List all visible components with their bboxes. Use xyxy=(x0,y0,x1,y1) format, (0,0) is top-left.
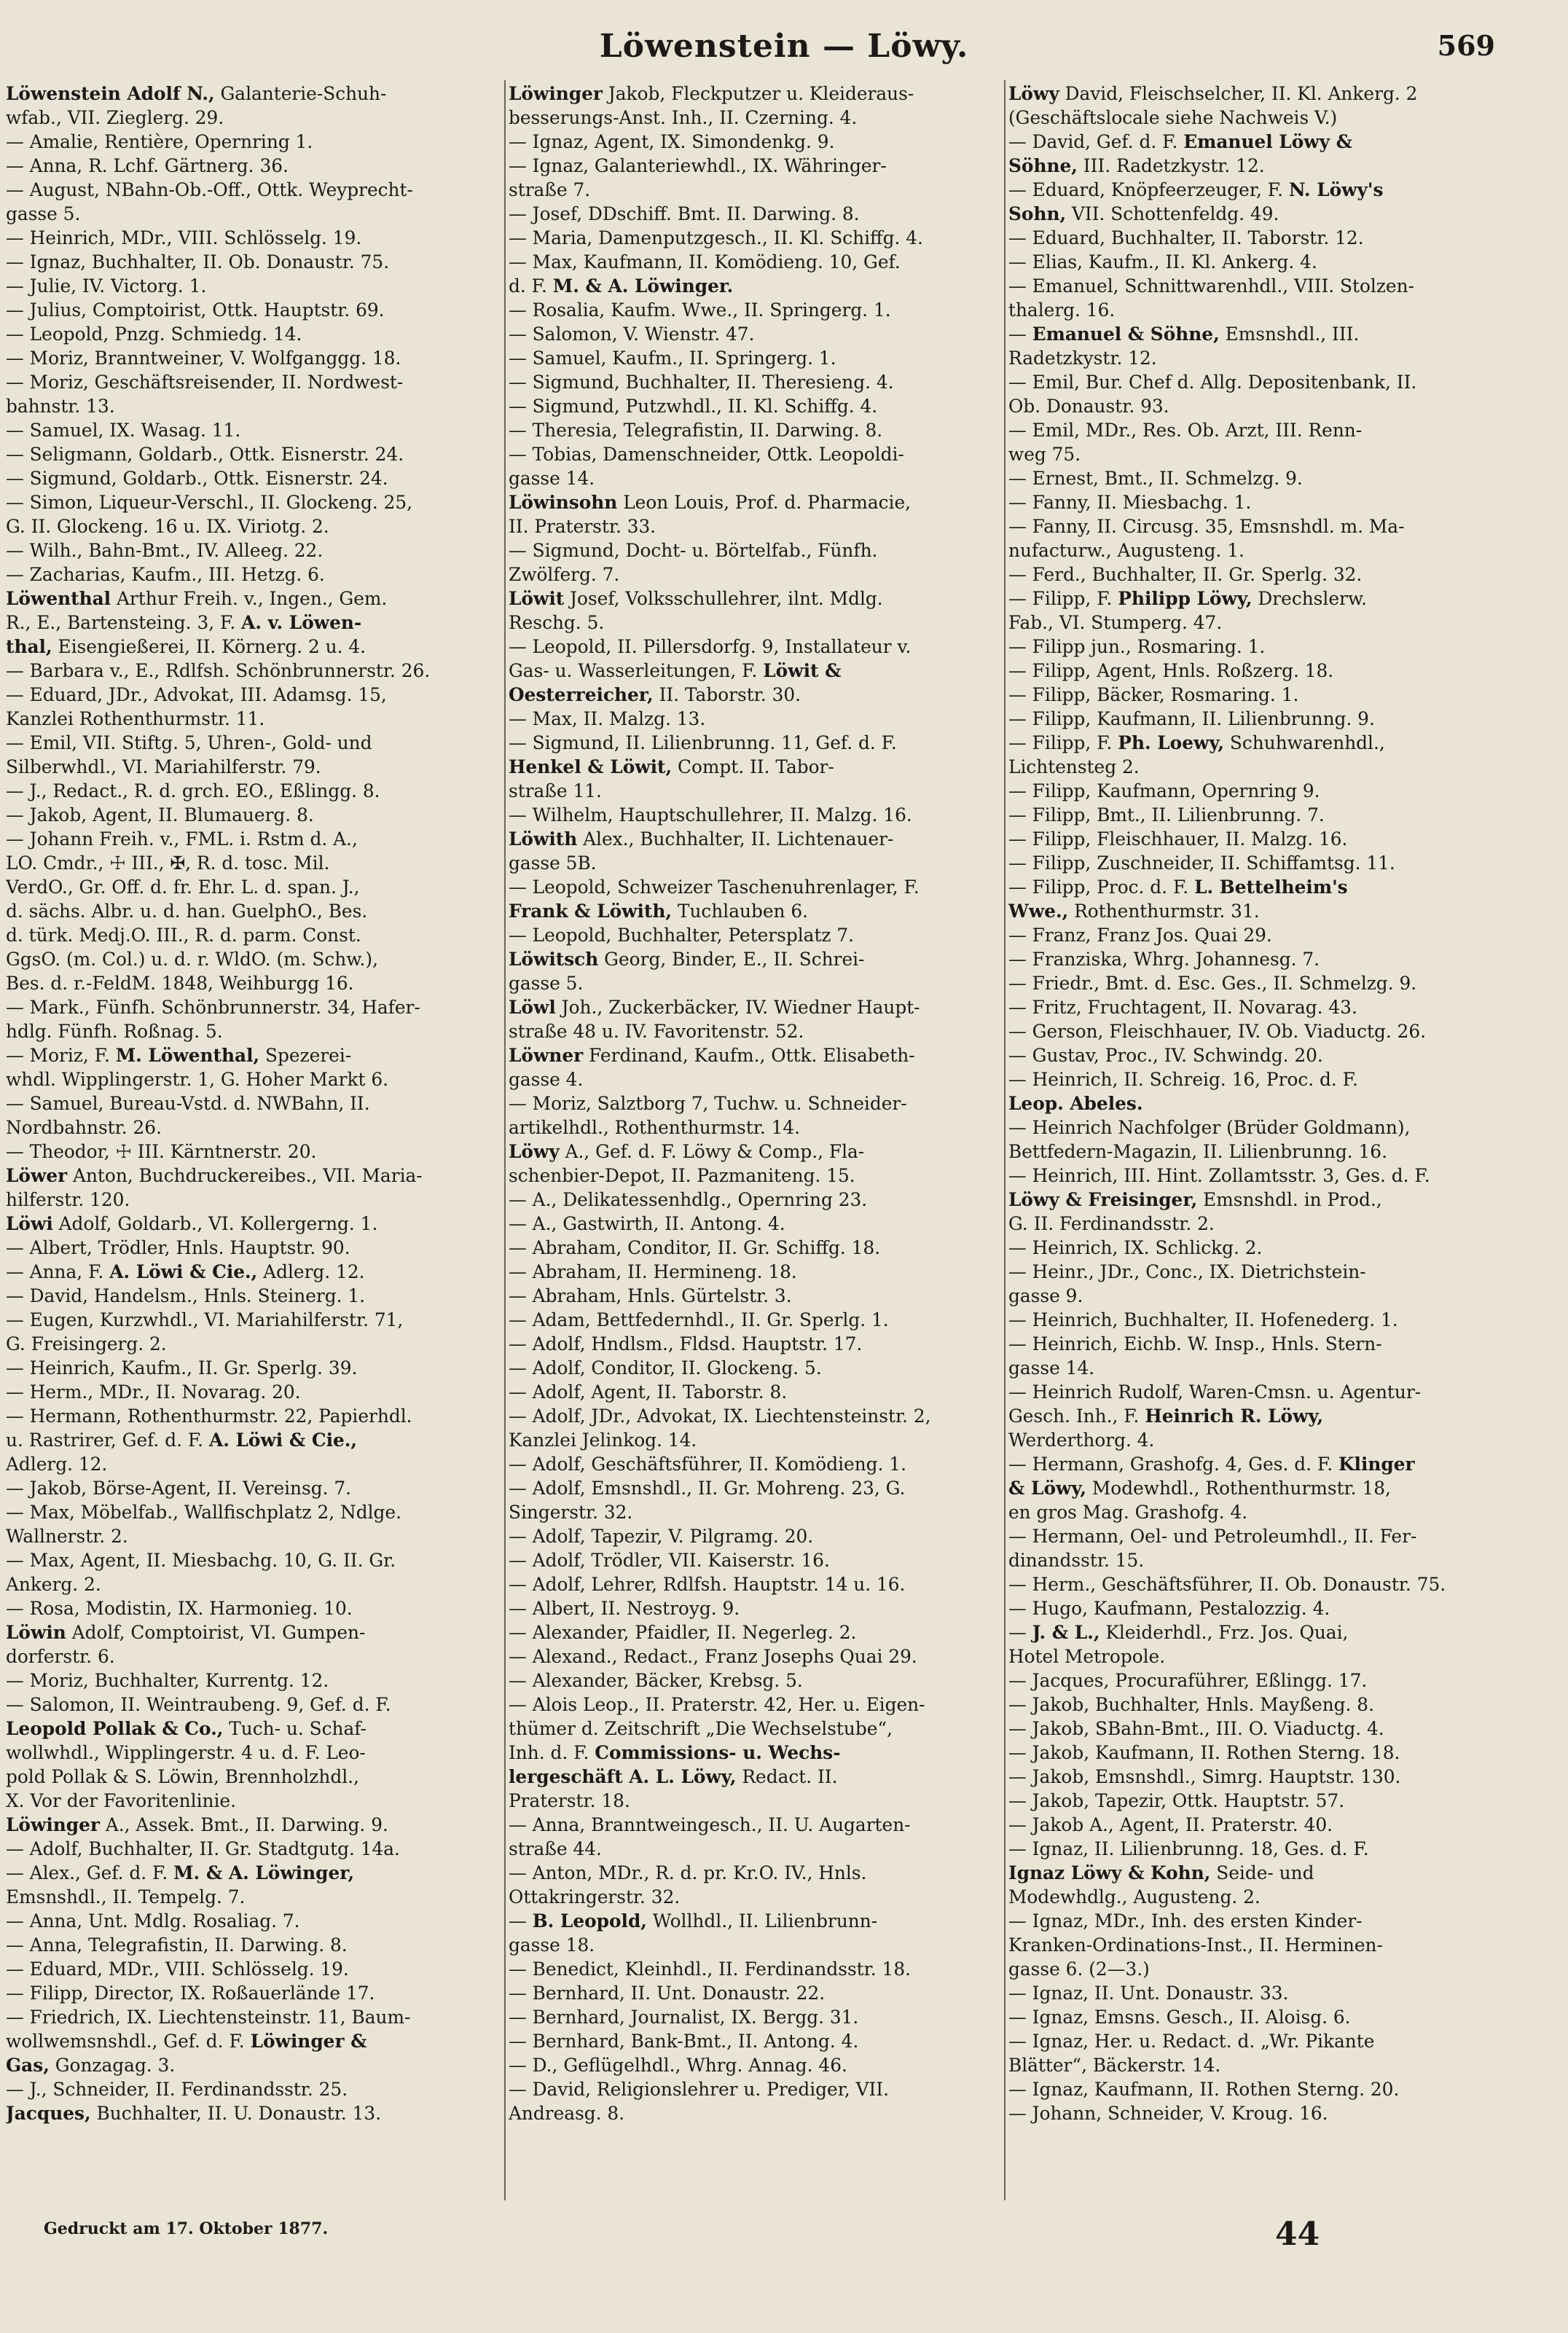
directory-entry-line: — Moriz, Buchhalter, Kurrentg. 12. xyxy=(6,1670,329,1691)
directory-entry-line: — Sigmund, Goldarb., Ottk. Eisnerstr. 24. xyxy=(6,468,388,489)
directory-entry-line: Löwin Adolf, Comptoirist, VI. Gumpen- xyxy=(6,1622,366,1643)
directory-entry-line: — Leopold, Schweizer Taschenuhrenlager, F. xyxy=(509,877,920,898)
directory-entry-line: — Eduard, MDr., VIII. Schlösselg. 19. xyxy=(6,1958,349,1980)
print-date-note: Gedruckt am 17. Oktober 1877. xyxy=(44,2219,329,2238)
directory-entry-line: — B. Leopold, Wollhdl., II. Lilienbrunn- xyxy=(509,1910,878,1932)
directory-entry-line: — Fanny, II. Circusg. 35, Emsnshdl. m. Ma- xyxy=(1008,516,1405,537)
directory-entry-line: — Julius, Comptoirist, Ottk. Hauptstr. 69. xyxy=(6,299,385,321)
directory-entry-line: Ignaz Löwy & Kohn, Seide- und xyxy=(1008,1862,1314,1883)
directory-entry-line: — Filipp, Bäcker, Rosmaring. 1. xyxy=(1008,684,1299,705)
directory-entry-line: — Heinrich, Kaufm., II. Gr. Sperlg. 39. xyxy=(6,1357,358,1379)
directory-entry-line: Sohn, VII. Schottenfeldg. 49. xyxy=(1008,203,1279,224)
directory-entry-line: gasse 9. xyxy=(1008,1285,1083,1306)
directory-entry-line: — Albert, Trödler, Hnls. Hauptstr. 90. xyxy=(6,1237,350,1258)
directory-entry-line: — Amalie, Rentière, Opernring 1. xyxy=(6,131,313,152)
directory-entry-line: — Anna, F. A. Löwi & Cie., Adlerg. 12. xyxy=(6,1261,365,1282)
directory-entry-line: bahnstr. 13. xyxy=(6,396,115,417)
directory-entry-line: — Ignaz, Kaufmann, II. Rothen Sterng. 20. xyxy=(1008,2079,1400,2100)
directory-entry-line: Bes. d. r.-FeldM. 1848, Weihburgg 16. xyxy=(6,973,354,994)
directory-entry-line: — Fanny, II. Miesbachg. 1. xyxy=(1008,492,1252,513)
directory-entry-line: — Emanuel, Schnittwarenhdl., VIII. Stolzen- xyxy=(1008,275,1414,297)
directory-entry-line: Löwi Adolf, Goldarb., VI. Kollergerng. 1. xyxy=(6,1213,378,1234)
directory-entry-line: — Filipp, Bmt., II. Lilienbrunng. 7. xyxy=(1008,804,1325,826)
directory-entry-line: — Benedict, Kleinhdl., II. Ferdinandsstr. 18. xyxy=(509,1958,911,1980)
directory-entry-line: — Ignaz, II. Unt. Donaustr. 33. xyxy=(1008,1983,1289,2004)
directory-entry-line: Nordbahnstr. 26. xyxy=(6,1117,162,1138)
directory-entry-line: G. Freisingerg. 2. xyxy=(6,1333,167,1354)
directory-entry-line: Löwith Alex., Buchhalter, II. Lichtenauer- xyxy=(509,828,894,850)
directory-entry-line: Gas- u. Wasserleitungen, F. Löwit & xyxy=(509,660,842,681)
directory-entry-line: — Adolf, Emsnshdl., II. Gr. Mohreng. 23, G. xyxy=(509,1478,906,1499)
directory-entry-line: II. Praterstr. 33. xyxy=(509,516,656,537)
directory-entry-line: — Hermann, Grashofg. 4, Ges. d. F. Klinger xyxy=(1008,1454,1415,1475)
directory-entry-line: — Seligmann, Goldarb., Ottk. Eisnerstr. 24. xyxy=(6,444,404,465)
directory-entry-line: Löwitsch Georg, Binder, E., II. Schrei- xyxy=(509,949,865,970)
directory-entry-line: — Alois Leop., II. Praterstr. 42, Her. u. Eigen- xyxy=(509,1694,925,1715)
directory-entry-line: — Heinrich, III. Hint. Zollamtsstr. 3, Ges. d. F. xyxy=(1008,1165,1430,1186)
directory-entry-line: — Filipp, F. Philipp Löwy, Drechslerw. xyxy=(1008,588,1368,609)
directory-entry-line: Löwinsohn Leon Louis, Prof. d. Pharmacie, xyxy=(509,492,912,513)
directory-entry-line: Frank & Löwith, Tuchlauben 6. xyxy=(509,901,809,922)
directory-entry-line: — Fritz, Fruchtagent, II. Novarag. 43. xyxy=(1008,997,1357,1018)
directory-entry-line: Kranken-Ordinations-Inst., II. Herminen- xyxy=(1008,1934,1383,1956)
directory-entry-line: — Ignaz, MDr., Inh. des ersten Kinder- xyxy=(1008,1910,1363,1932)
directory-entry-line: dorferstr. 6. xyxy=(6,1646,115,1667)
directory-entry-line: Löwy & Freisinger, Emsnshdl. in Prod., xyxy=(1008,1189,1382,1210)
directory-entry-line: — Heinrich Rudolf, Waren-Cmsn. u. Agentur- xyxy=(1008,1381,1422,1403)
directory-entry-line: — Filipp, Kaufmann, Opernring 9. xyxy=(1008,780,1320,801)
directory-entry-line: — Heinrich, IX. Schlickg. 2. xyxy=(1008,1237,1263,1258)
directory-entry-line: — Adolf, Agent, II. Taborstr. 8. xyxy=(509,1381,788,1403)
directory-entry-line: — Adolf, Geschäftsführer, II. Komödieng. 1. xyxy=(509,1454,906,1475)
directory-entry-line: — Max, Kaufmann, II. Komödieng. 10, Gef. xyxy=(509,251,901,272)
directory-entry-line: — Adolf, Trödler, VII. Kaiserstr. 16. xyxy=(509,1550,830,1571)
directory-entry-line: — A., Delikatessenhdlg., Opernring 23. xyxy=(509,1189,868,1210)
directory-entry-line: gasse 4. xyxy=(509,1069,584,1090)
directory-entry-line: — Jakob, Tapezir, Ottk. Hauptstr. 57. xyxy=(1008,1790,1345,1811)
directory-entry-line: X. Vor der Favoritenlinie. xyxy=(6,1790,236,1811)
directory-entry-line: & Löwy, Modewhdl., Rothenthurmstr. 18, xyxy=(1008,1478,1391,1499)
directory-entry-line: d. türk. Medj.O. III., R. d. parm. Const. xyxy=(6,925,361,946)
directory-entry-line: straße 7. xyxy=(509,179,591,200)
directory-entry-line: Löwer Anton, Buchdruckereibes., VII. Maria- xyxy=(6,1165,423,1186)
directory-entry-line: — David, Gef. d. F. Emanuel Löwy & xyxy=(1008,131,1353,152)
directory-entry-line: Kanzlei Rothenthurmstr. 11. xyxy=(6,708,265,729)
directory-entry-line: Radetzkystr. 12. xyxy=(1008,348,1157,369)
directory-entry-line: — Anna, Branntweingesch., II. U. Augarten- xyxy=(509,1814,911,1835)
directory-entry-line: thümer d. Zeitschrift „Die Wechselstube“, xyxy=(509,1718,893,1739)
directory-entry-line: — Abraham, II. Hermineng. 18. xyxy=(509,1261,797,1282)
directory-entry-line: — Emil, Bur. Chef d. Allg. Depositenbank, II. xyxy=(1008,372,1417,393)
directory-entry-line: d. sächs. Albr. u. d. han. GuelphO., Bes. xyxy=(6,901,368,922)
directory-entry-line: — Max, Möbelfab., Wallfischplatz 2, Ndlge. xyxy=(6,1502,401,1523)
directory-entry-line: — Emanuel & Söhne, Emsnshdl., III. xyxy=(1008,324,1360,345)
directory-entry-line: gasse 14. xyxy=(1008,1357,1095,1379)
directory-entry-line: Adlerg. 12. xyxy=(6,1454,108,1475)
directory-entry-line: straße 48 u. IV. Favoritenstr. 52. xyxy=(509,1021,804,1042)
directory-entry-line: Bettfedern-Magazin, II. Lilienbrunng. 16. xyxy=(1008,1141,1387,1162)
directory-entry-line: — Moriz, Branntweiner, V. Wolfganggg. 18. xyxy=(6,348,401,369)
directory-entry-line: — Leopold, II. Pillersdorfg. 9, Installateur v. xyxy=(509,636,912,657)
directory-entry-line: — Ignaz, Agent, IX. Simondenkg. 9. xyxy=(509,131,835,152)
directory-entry-line: Ob. Donaustr. 93. xyxy=(1008,396,1169,417)
directory-entry-line: — Bernhard, Bank-Bmt., II. Antong. 4. xyxy=(509,2031,859,2052)
directory-entry-line: — Emil, VII. Stiftg. 5, Uhren-, Gold- und xyxy=(6,732,372,753)
directory-entry-line: gasse 5B. xyxy=(509,852,597,874)
directory-entry-line: — Franz, Franz Jos. Quai 29. xyxy=(1008,925,1272,946)
directory-entry-line: straße 11. xyxy=(509,780,602,801)
directory-entry-line: — Eduard, Buchhalter, II. Taborstr. 12. xyxy=(1008,227,1364,248)
directory-entry-line: hdlg. Fünfh. Roßnag. 5. xyxy=(6,1021,223,1042)
directory-entry-line: — Heinr., JDr., Conc., IX. Dietrichstein- xyxy=(1008,1261,1366,1282)
directory-entry-line: — Adolf, Buchhalter, II. Gr. Stadtgutg. 14a. xyxy=(6,1838,400,1859)
directory-entry-line: — Leopold, Pnzg. Schmiedg. 14. xyxy=(6,324,302,345)
directory-entry-line: — Moriz, F. M. Löwenthal, Spezerei- xyxy=(6,1045,352,1066)
directory-entry-line: — Sigmund, Docht- u. Börtelfab., Fünfh. xyxy=(509,540,878,561)
directory-entry-line: — Theodor, ☩ III. Kärntnerstr. 20. xyxy=(6,1141,317,1162)
directory-entry-line: — Elias, Kaufm., II. Kl. Ankerg. 4. xyxy=(1008,251,1317,272)
directory-entry-line: — Herm., MDr., II. Novarag. 20. xyxy=(6,1381,301,1403)
directory-entry-line: Oesterreicher, II. Taborstr. 30. xyxy=(509,684,801,705)
directory-entry-line: — Ernest, Bmt., II. Schmelzg. 9. xyxy=(1008,468,1303,489)
directory-entry-line: — Anna, Telegrafistin, II. Darwing. 8. xyxy=(6,1934,348,1956)
directory-entry-line: — A., Gastwirth, II. Antong. 4. xyxy=(509,1213,785,1234)
directory-entry-line: Löwinger A., Assek. Bmt., II. Darwing. 9. xyxy=(6,1814,388,1835)
directory-entry-line: gasse 5. xyxy=(509,973,584,994)
directory-entry-line: Kanzlei Jelinkog. 14. xyxy=(509,1430,697,1451)
directory-entry-line: Reschg. 5. xyxy=(509,612,605,633)
directory-entry-line: — Ignaz, Emsns. Gesch., II. Aloisg. 6. xyxy=(1008,2007,1351,2028)
directory-entry-line: — Bernhard, Journalist, IX. Bergg. 31. xyxy=(509,2007,859,2028)
directory-entry-line: dinandsstr. 15. xyxy=(1008,1550,1145,1571)
directory-entry-line: — Adolf, Conditor, II. Glockeng. 5. xyxy=(509,1357,822,1379)
directory-entry-line: — Filipp, F. Ph. Loewy, Schuhwarenhdl., xyxy=(1008,732,1385,753)
directory-entry-line: — Simon, Liqueur-Verschl., II. Glockeng. 25, xyxy=(6,492,413,513)
directory-entry-line: Gas, Gonzagag. 3. xyxy=(6,2055,176,2076)
directory-entry-line: — Jakob, Buchhalter, Hnls. Mayßeng. 8. xyxy=(1008,1694,1374,1715)
directory-entry-line: — Julie, IV. Victorg. 1. xyxy=(6,275,207,297)
directory-entry-line: — Johann Freih. v., FML. i. Rstm d. A., xyxy=(6,828,358,850)
directory-entry-line: Singerstr. 32. xyxy=(509,1502,633,1523)
directory-entry-line: Praterstr. 18. xyxy=(509,1790,630,1811)
directory-entry-line: — Heinrich Nachfolger (Brüder Goldmann), xyxy=(1008,1117,1411,1138)
directory-entry-line: — Hermann, Rothenthurmstr. 22, Papierhdl. xyxy=(6,1405,412,1427)
running-title: Löwenstein — Löwy. xyxy=(599,28,969,65)
signature-mark: 44 xyxy=(1275,2216,1320,2253)
directory-entry-line: — Filipp, Fleischhauer, II. Malzg. 16. xyxy=(1008,828,1348,850)
directory-entry-line: — Jakob, Kaufmann, II. Rothen Sterng. 18. xyxy=(1008,1742,1400,1763)
directory-entry-line: — Samuel, Kaufm., II. Springerg. 1. xyxy=(509,348,836,369)
directory-entry-line: whdl. Wipplingerstr. 1, G. Hoher Markt 6. xyxy=(6,1069,389,1090)
directory-entry-line: lergeschäft A. L. Löwy, Redact. II. xyxy=(509,1766,838,1787)
directory-entry-line: — Jakob, SBahn-Bmt., III. O. Viaductg. 4. xyxy=(1008,1718,1384,1739)
directory-entry-line: — Alexander, Bäcker, Krebsg. 5. xyxy=(509,1670,803,1691)
directory-entry-line: Löwl Joh., Zuckerbäcker, IV. Wiedner Haupt- xyxy=(509,997,920,1018)
directory-entry-line: gasse 14. xyxy=(509,468,595,489)
directory-entry-line: — Rosa, Modistin, IX. Harmonieg. 10. xyxy=(6,1598,353,1619)
directory-entry-line: — Jacques, Procuraführer, Eßlingg. 17. xyxy=(1008,1670,1368,1691)
directory-entry-line: — Zacharias, Kaufm., III. Hetzg. 6. xyxy=(6,564,325,585)
directory-entry-line: — Eduard, Knöpfeerzeuger, F. N. Löwy's xyxy=(1008,179,1384,200)
directory-entry-line: straße 44. xyxy=(509,1838,602,1859)
directory-entry-line: — Alex., Gef. d. F. M. & A. Löwinger, xyxy=(6,1862,355,1883)
directory-entry-line: Inh. d. F. Commissions- u. Wechs- xyxy=(509,1742,841,1763)
directory-entry-line: Fab., VI. Stumperg. 47. xyxy=(1008,612,1223,633)
directory-entry-line: GgsO. (m. Col.) u. d. r. WldO. (m. Schw.), xyxy=(6,949,378,970)
directory-entry-line: LO. Cmdr., ☩ III., ✠, R. d. tosc. Mil. xyxy=(6,852,330,874)
directory-entry-line: thal, Eisengießerei, II. Körnerg. 2 u. 4. xyxy=(6,636,366,657)
directory-entry-line: Söhne, III. Radetzkystr. 12. xyxy=(1008,155,1265,176)
directory-entry-line: — Theresia, Telegrafistin, II. Darwing. 8. xyxy=(509,420,883,441)
directory-entry-line: G. II. Ferdinandsstr. 2. xyxy=(1008,1213,1215,1234)
directory-entry-line: — Jakob A., Agent, II. Praterstr. 40. xyxy=(1008,1814,1333,1835)
directory-entry-line: Andreasg. 8. xyxy=(509,2103,625,2124)
directory-entry-line: Löwit Josef, Volksschullehrer, ilnt. Mdlg. xyxy=(509,588,883,609)
directory-entry-line: — Mark., Fünfh. Schönbrunnerstr. 34, Hafer- xyxy=(6,997,420,1018)
directory-entry-line: — Heinrich, Buchhalter, II. Hofenederg. 1. xyxy=(1008,1309,1398,1330)
directory-entry-line: Löwy A., Gef. d. F. Löwy & Comp., Fla- xyxy=(509,1141,865,1162)
directory-entry-line: — Emil, MDr., Res. Ob. Arzt, III. Renn- xyxy=(1008,420,1363,441)
directory-entry-line: — Max, II. Malzg. 13. xyxy=(509,708,706,729)
directory-entry-line: — Heinrich, Eichb. W. Insp., Hnls. Stern- xyxy=(1008,1333,1382,1354)
directory-entry-line: Leopold Pollak & Co., Tuch- u. Schaf- xyxy=(6,1718,366,1739)
directory-entry-line: Gesch. Inh., F. Heinrich R. Löwy, xyxy=(1008,1405,1324,1427)
column-divider xyxy=(504,80,506,2200)
directory-entry-line: — Heinrich, II. Schreig. 16, Proc. d. F. xyxy=(1008,1069,1358,1090)
directory-entry-line: besserungs-Anst. Inh., II. Czerning. 4. xyxy=(509,107,858,128)
directory-entry-line: Modewhdlg., Augusteng. 2. xyxy=(1008,1886,1261,1907)
directory-entry-line: — Filipp jun., Rosmaring. 1. xyxy=(1008,636,1266,657)
directory-entry-line: — Adolf, Lehrer, Rdlfsh. Hauptstr. 14 u. 16. xyxy=(509,1574,906,1595)
directory-entry-line: — Adolf, JDr., Advokat, IX. Liechtensteinstr. 2, xyxy=(509,1405,931,1427)
directory-entry-line: — Filipp, Proc. d. F. L. Bettelheim's xyxy=(1008,877,1348,898)
directory-entry-line: — Salomon, II. Weintraubeng. 9, Gef. d. F. xyxy=(6,1694,391,1715)
directory-entry-line: Wwe., Rothenthurmstr. 31. xyxy=(1008,901,1260,922)
column-left xyxy=(6,82,501,2195)
directory-entry-line: Ottakringerstr. 32. xyxy=(509,1886,681,1907)
directory-entry-line: — August, NBahn-Ob.-Off., Ottk. Weyprecht- xyxy=(6,179,413,200)
directory-entry-line: — Adolf, Tapezir, V. Pilgramg. 20. xyxy=(509,1526,814,1547)
directory-entry-line: — Jakob, Börse-Agent, II. Vereinsg. 7. xyxy=(6,1478,352,1499)
directory-entry-line: — Johann, Schneider, V. Kroug. 16. xyxy=(1008,2103,1328,2124)
directory-entry-line: Henkel & Löwit, Compt. II. Tabor- xyxy=(509,756,834,777)
directory-entry-line: — Ignaz, Buchhalter, II. Ob. Donaustr. 75. xyxy=(6,251,390,272)
directory-entry-line: Wallnerstr. 2. xyxy=(6,1526,128,1547)
directory-entry-line: — Anna, R. Lchf. Gärtnerg. 36. xyxy=(6,155,289,176)
directory-entry-line: Löwinger Jakob, Fleckputzer u. Kleideraus- xyxy=(509,83,914,104)
directory-entry-line: — Abraham, Hnls. Gürtelstr. 3. xyxy=(509,1285,792,1306)
directory-entry-line: Löwenthal Arthur Freih. v., Ingen., Gem. xyxy=(6,588,388,609)
directory-entry-line: — Ferd., Buchhalter, II. Gr. Sperlg. 32. xyxy=(1008,564,1363,585)
page-number: 569 xyxy=(1437,29,1495,62)
directory-entry-line: Silberwhdl., VI. Mariahilferstr. 79. xyxy=(6,756,321,777)
directory-entry-line: — Josef, DDschiff. Bmt. II. Darwing. 8. xyxy=(509,203,860,224)
directory-entry-line: — Abraham, Conditor, II. Gr. Schiffg. 18. xyxy=(509,1237,881,1258)
directory-entry-line: — J., Redact., R. d. grch. EO., Eßlingg. 8. xyxy=(6,780,380,801)
directory-entry-line: — Gustav, Proc., IV. Schwindg. 20. xyxy=(1008,1045,1323,1066)
directory-entry-line: — Hugo, Kaufmann, Pestalozzig. 4. xyxy=(1008,1598,1330,1619)
directory-entry-line: — Sigmund, Putzwhdl., II. Kl. Schiffg. 4. xyxy=(509,396,878,417)
directory-entry-line: schenbier-Depot, II. Pazmaniteng. 15. xyxy=(509,1165,855,1186)
directory-entry-line: — Tobias, Damenschneider, Ottk. Leopoldi- xyxy=(509,444,904,465)
directory-entry-line: — Alexand., Redact., Franz Josephs Quai 29. xyxy=(509,1646,917,1667)
column-middle xyxy=(509,82,1004,2195)
directory-entry-line: gasse 6. (2—3.) xyxy=(1008,1958,1150,1980)
directory-entry-line: — Gerson, Fleischhauer, IV. Ob. Viaductg. 26. xyxy=(1008,1021,1427,1042)
directory-entry-line: — Maria, Damenputzgesch., II. Kl. Schiffg. 4. xyxy=(509,227,923,248)
directory-entry-line: gasse 18. xyxy=(509,1934,595,1956)
directory-entry-line: — Hermann, Oel- und Petroleumhdl., II. Fer- xyxy=(1008,1526,1417,1547)
directory-entry-line: G. II. Glockeng. 16 u. IX. Viriotg. 2. xyxy=(6,516,329,537)
column-divider xyxy=(1004,80,1006,2200)
directory-entry-line: — Eduard, JDr., Advokat, III. Adamsg. 15, xyxy=(6,684,387,705)
directory-entry-line: Löwy David, Fleischselcher, II. Kl. Ankerg. 2 xyxy=(1008,83,1418,104)
directory-entry-line: — Samuel, IX. Wasag. 11. xyxy=(6,420,241,441)
directory-entry-line: — Wilh., Bahn-Bmt., IV. Alleeg. 22. xyxy=(6,540,324,561)
directory-entry-line: — Jakob, Agent, II. Blumauerg. 8. xyxy=(6,804,314,826)
directory-entry-line: Löwenstein Adolf N., Galanterie-Schuh- xyxy=(6,83,387,104)
directory-entry-line: — Eugen, Kurzwhdl., VI. Mariahilferstr. 71, xyxy=(6,1309,404,1330)
directory-entry-line: — J. & L., Kleiderhdl., Frz. Jos. Quai, xyxy=(1008,1622,1349,1643)
directory-entry-line: pold Pollak & S. Löwin, Brennholzhdl., xyxy=(6,1766,359,1787)
directory-entry-line: — Barbara v., E., Rdlfsh. Schönbrunnerstr. 26. xyxy=(6,660,431,681)
directory-entry-line: (Geschäftslocale siehe Nachweis V.) xyxy=(1008,107,1338,128)
directory-entry-line: Hotel Metropole. xyxy=(1008,1646,1166,1667)
directory-entry-line: — Max, Agent, II. Miesbachg. 10, G. II. Gr. xyxy=(6,1550,396,1571)
directory-entry-line: weg 75. xyxy=(1008,444,1081,465)
directory-entry-line: — Ignaz, Galanteriewhdl., IX. Währinger- xyxy=(509,155,887,176)
directory-entry-line: d. F. M. & A. Löwinger. xyxy=(509,275,734,297)
directory-entry-line: — D., Geflügelhdl., Whrg. Annag. 46. xyxy=(509,2055,847,2076)
directory-entry-line: — Herm., Geschäftsführer, II. Ob. Donaustr. 75. xyxy=(1008,1574,1446,1595)
directory-entry-line: — Adolf, Hndlsm., Fldsd. Hauptstr. 17. xyxy=(509,1333,863,1354)
directory-entry-line: Jacques, Buchhalter, II. U. Donaustr. 13. xyxy=(6,2103,382,2124)
directory-entry-line: Emsnshdl., II. Tempelg. 7. xyxy=(6,1886,246,1907)
directory-entry-line: wfab., VII. Zieglerg. 29. xyxy=(6,107,224,128)
directory-entry-line: — Friedr., Bmt. d. Esc. Ges., II. Schmelzg. 9. xyxy=(1008,973,1417,994)
directory-entry-line: — Alexander, Pfaidler, II. Negerleg. 2. xyxy=(509,1622,857,1643)
directory-entry-line: — Leopold, Buchhalter, Petersplatz 7. xyxy=(509,925,855,946)
directory-entry-line: artikelhdl., Rothenthurmstr. 14. xyxy=(509,1117,801,1138)
directory-entry-line: — Wilhelm, Hauptschullehrer, II. Malzg. 16. xyxy=(509,804,912,826)
directory-entry-line: — Franziska, Whrg. Johannesg. 7. xyxy=(1008,949,1320,970)
directory-entry-line: — Moriz, Geschäftsreisender, II. Nordwest- xyxy=(6,372,404,393)
directory-entry-line: — Bernhard, II. Unt. Donaustr. 22. xyxy=(509,1983,826,2004)
directory-entry-line: — Albert, II. Nestroyg. 9. xyxy=(509,1598,740,1619)
directory-entry-line: — David, Religionslehrer u. Prediger, VII. xyxy=(509,2079,889,2100)
directory-entry-line: — Filipp, Director, IX. Roßauerlände 17. xyxy=(6,1983,375,2004)
directory-entry-line: — Filipp, Agent, Hnls. Roßzerg. 18. xyxy=(1008,660,1334,681)
directory-entry-line: VerdO., Gr. Off. d. fr. Ehr. L. d. span. J., xyxy=(6,877,360,898)
directory-entry-line: Blätter“, Bäckerstr. 14. xyxy=(1008,2055,1221,2076)
directory-entry-line: — Ignaz, II. Lilienbrunng. 18, Ges. d. F. xyxy=(1008,1838,1369,1859)
directory-entry-line: — Anton, MDr., R. d. pr. Kr.O. IV., Hnls. xyxy=(509,1862,867,1883)
directory-entry-line: — Filipp, Kaufmann, II. Lilienbrunng. 9. xyxy=(1008,708,1375,729)
directory-entry-line: hilferstr. 120. xyxy=(6,1189,130,1210)
directory-entry-line: — Rosalia, Kaufm. Wwe., II. Springerg. 1. xyxy=(509,299,891,321)
directory-entry-line: — Samuel, Bureau-Vstd. d. NWBahn, II. xyxy=(6,1093,370,1114)
directory-entry-line: — Friedrich, IX. Liechtensteinstr. 11, Baum- xyxy=(6,2007,411,2028)
directory-entry-line: Werderthorg. 4. xyxy=(1008,1430,1155,1451)
directory-entry-line: — Ignaz, Her. u. Redact. d. „Wr. Pikante xyxy=(1008,2031,1375,2052)
directory-entry-line: — David, Handelsm., Hnls. Steinerg. 1. xyxy=(6,1285,366,1306)
directory-entry-line: — Moriz, Salztborg 7, Tuchw. u. Schneider- xyxy=(509,1093,907,1114)
directory-entry-line: Zwölferg. 7. xyxy=(509,564,620,585)
directory-entry-line: R., E., Bartensteing. 3, F. A. v. Löwen- xyxy=(6,612,362,633)
directory-entry-line: u. Rastrirer, Gef. d. F. A. Löwi & Cie., xyxy=(6,1430,358,1451)
directory-entry-line: — Anna, Unt. Mdlg. Rosaliag. 7. xyxy=(6,1910,300,1932)
directory-entry-line: wollwhdl., Wipplingerstr. 4 u. d. F. Leo- xyxy=(6,1742,366,1763)
directory-entry-line: — J., Schneider, II. Ferdinandsstr. 25. xyxy=(6,2079,348,2100)
directory-entry-line: Ankerg. 2. xyxy=(6,1574,101,1595)
directory-entry-line: — Adam, Bettfedernhdl., II. Gr. Sperlg. 1. xyxy=(509,1309,889,1330)
directory-entry-line: thalerg. 16. xyxy=(1008,299,1116,321)
directory-entry-line: — Sigmund, Buchhalter, II. Theresieng. 4. xyxy=(509,372,894,393)
directory-entry-line: nufacturw., Augusteng. 1. xyxy=(1008,540,1244,561)
directory-entry-line: Lichtensteg 2. xyxy=(1008,756,1140,777)
directory-entry-line: — Filipp, Zuschneider, II. Schiffamtsg. 11. xyxy=(1008,852,1395,874)
directory-entry-line: — Heinrich, MDr., VIII. Schlösselg. 19. xyxy=(6,227,362,248)
column-right xyxy=(1008,82,1504,2195)
directory-entry-line: — Jakob, Emsnshdl., Simrg. Hauptstr. 130. xyxy=(1008,1766,1401,1787)
directory-entry-line: Leop. Abeles. xyxy=(1008,1093,1143,1114)
directory-entry-line: en gros Mag. Grashofg. 4. xyxy=(1008,1502,1248,1523)
directory-entry-line: gasse 5. xyxy=(6,203,81,224)
directory-entry-line: wollwemsnshdl., Gef. d. F. Löwinger & xyxy=(6,2031,367,2052)
page-header xyxy=(0,28,1568,79)
directory-entry-line: Löwner Ferdinand, Kaufm., Ottk. Elisabeth- xyxy=(509,1045,915,1066)
directory-entry-line: — Sigmund, II. Lilienbrunng. 11, Gef. d. F. xyxy=(509,732,897,753)
directory-entry-line: — Salomon, V. Wienstr. 47. xyxy=(509,324,755,345)
